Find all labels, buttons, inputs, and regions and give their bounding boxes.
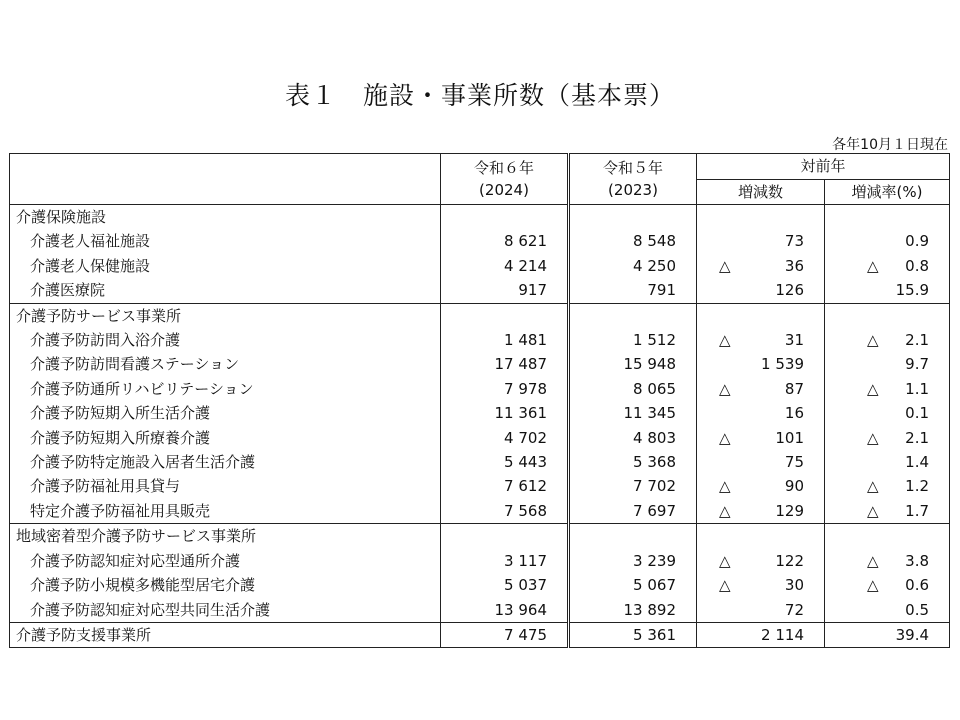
change-rate <box>825 573 950 597</box>
table-row <box>10 377 950 401</box>
change-count <box>697 426 825 450</box>
value-2023: 7 702 <box>569 474 697 498</box>
value-2024 <box>441 303 569 328</box>
value-2024: 8 621 <box>441 229 569 253</box>
change-count-value: 31 <box>784 331 804 350</box>
value-2023: 11 345 <box>569 401 697 425</box>
change-rate <box>825 229 950 253</box>
header-change-rate: 増減率(%) <box>825 179 950 205</box>
change-rate <box>825 549 950 573</box>
header-2023: 令和５年 (2023) <box>569 154 697 205</box>
value-2024: 13 964 <box>441 598 569 623</box>
change-count-value: 126 <box>775 281 804 300</box>
value-2024: 917 <box>441 278 569 303</box>
change-rate-value: 2.1 <box>905 331 930 350</box>
change-count <box>697 573 825 597</box>
value-2023: 8 548 <box>569 229 697 253</box>
change-count <box>697 254 825 278</box>
change-count-value: 2 114 <box>761 625 804 644</box>
change-rate-value: 1.4 <box>905 453 930 472</box>
table-row <box>10 426 950 450</box>
decrease-mark: △ <box>719 551 731 570</box>
value-2024: 7 475 <box>441 622 569 647</box>
row-name: 介護予防小規模多機能型居宅介護 <box>10 573 441 597</box>
group-row <box>10 622 950 647</box>
change-count <box>697 377 825 401</box>
value-2024: 11 361 <box>441 401 569 425</box>
change-rate <box>825 328 950 352</box>
table-row <box>10 254 950 278</box>
row-name: 介護予防認知症対応型共同生活介護 <box>10 598 441 623</box>
change-rate <box>825 278 950 303</box>
row-name: 地域密着型介護予防サービス事業所 <box>10 524 441 549</box>
value-2023 <box>569 205 697 230</box>
change-rate-value: 15.9 <box>895 281 930 300</box>
change-rate <box>825 598 950 623</box>
value-2023 <box>569 524 697 549</box>
change-count <box>697 524 825 549</box>
decrease-mark: △ <box>719 428 731 447</box>
change-count-value: 1 539 <box>761 355 804 374</box>
change-rate <box>825 524 950 549</box>
value-2024 <box>441 205 569 230</box>
value-2023: 3 239 <box>569 549 697 573</box>
change-rate-value: 0.1 <box>905 404 930 423</box>
change-rate <box>825 474 950 498</box>
change-rate <box>825 622 950 647</box>
table-row <box>10 229 950 253</box>
change-rate-value: 0.9 <box>905 232 930 251</box>
header-yoy: 対前年 <box>697 154 950 180</box>
change-count-value: 87 <box>784 379 804 398</box>
table-row <box>10 499 950 524</box>
header-2024: 令和６年 (2024) <box>441 154 569 205</box>
value-2024: 4 702 <box>441 426 569 450</box>
change-rate <box>825 426 950 450</box>
change-count-value: 90 <box>784 477 804 496</box>
change-count-value: 75 <box>784 453 804 472</box>
change-count <box>697 303 825 328</box>
row-name: 介護老人福祉施設 <box>10 229 441 253</box>
header-change-count: 増減数 <box>697 179 825 205</box>
row-name: 介護予防支援事業所 <box>10 622 441 647</box>
value-2024: 17 487 <box>441 352 569 376</box>
change-rate-value: 39.4 <box>895 625 930 644</box>
value-2023: 8 065 <box>569 377 697 401</box>
change-count <box>697 450 825 474</box>
table-row <box>10 352 950 376</box>
change-count <box>697 205 825 230</box>
value-2024: 1 481 <box>441 328 569 352</box>
decrease-mark: △ <box>719 331 731 350</box>
table-row <box>10 474 950 498</box>
value-2024: 7 612 <box>441 474 569 498</box>
change-rate-value: 1.2 <box>905 477 930 496</box>
table-row <box>10 401 950 425</box>
value-2023: 791 <box>569 278 697 303</box>
row-name: 介護予防訪問看護ステーション <box>10 352 441 376</box>
decrease-mark: △ <box>867 477 879 496</box>
value-2023: 1 512 <box>569 328 697 352</box>
table-row <box>10 328 950 352</box>
value-2023: 5 368 <box>569 450 697 474</box>
decrease-mark: △ <box>719 477 731 496</box>
change-rate <box>825 205 950 230</box>
change-count <box>697 549 825 573</box>
value-2024: 5 037 <box>441 573 569 597</box>
row-name: 特定介護予防福祉用具販売 <box>10 499 441 524</box>
value-2024: 7 568 <box>441 499 569 524</box>
value-2023: 13 892 <box>569 598 697 623</box>
change-count-value: 101 <box>775 428 804 447</box>
change-count-value: 30 <box>784 576 804 595</box>
change-rate <box>825 401 950 425</box>
row-name: 介護予防短期入所生活介護 <box>10 401 441 425</box>
change-count <box>697 622 825 647</box>
change-count <box>697 278 825 303</box>
change-rate-value: 1.7 <box>905 501 930 520</box>
change-count-value: 122 <box>775 551 804 570</box>
change-count <box>697 352 825 376</box>
change-count-value: 129 <box>775 501 804 520</box>
change-rate <box>825 499 950 524</box>
group-row <box>10 524 950 549</box>
row-name: 介護予防訪問入浴介護 <box>10 328 441 352</box>
change-rate <box>825 377 950 401</box>
group-row <box>10 205 950 230</box>
decrease-mark: △ <box>719 576 731 595</box>
value-2024: 5 443 <box>441 450 569 474</box>
change-count <box>697 598 825 623</box>
change-count <box>697 328 825 352</box>
row-name: 介護予防福祉用具貸与 <box>10 474 441 498</box>
change-count <box>697 229 825 253</box>
value-2023: 5 361 <box>569 622 697 647</box>
decrease-mark: △ <box>719 501 731 520</box>
decrease-mark: △ <box>867 256 879 275</box>
row-name: 介護保険施設 <box>10 205 441 230</box>
value-2023: 15 948 <box>569 352 697 376</box>
date-note: 各年10月１日現在 <box>832 137 948 153</box>
change-rate-value: 9.7 <box>905 355 930 374</box>
change-count-value: 72 <box>784 600 804 619</box>
change-rate-value: 0.6 <box>905 576 930 595</box>
decrease-mark: △ <box>867 331 879 350</box>
change-count <box>697 401 825 425</box>
row-name: 介護予防特定施設入居者生活介護 <box>10 450 441 474</box>
group-row <box>10 303 950 328</box>
decrease-mark: △ <box>867 501 879 520</box>
table-row <box>10 598 950 623</box>
facility-count-table <box>9 153 950 648</box>
row-name: 介護予防短期入所療養介護 <box>10 426 441 450</box>
value-2023: 7 697 <box>569 499 697 524</box>
table-row <box>10 450 950 474</box>
row-name: 介護予防サービス事業所 <box>10 303 441 328</box>
page-title: 表１ 施設・事業所数（基本票） <box>284 81 675 110</box>
change-rate <box>825 303 950 328</box>
value-2024: 3 117 <box>441 549 569 573</box>
row-name: 介護予防通所リハビリテーション <box>10 377 441 401</box>
change-rate-value: 0.5 <box>905 600 930 619</box>
change-rate-value: 0.8 <box>905 256 930 275</box>
change-rate <box>825 352 950 376</box>
change-count <box>697 474 825 498</box>
value-2023: 4 250 <box>569 254 697 278</box>
value-2024: 7 978 <box>441 377 569 401</box>
change-count-value: 16 <box>784 404 804 423</box>
value-2024 <box>441 524 569 549</box>
decrease-mark: △ <box>719 379 731 398</box>
decrease-mark: △ <box>867 576 879 595</box>
change-count <box>697 499 825 524</box>
table-row <box>10 573 950 597</box>
change-rate <box>825 450 950 474</box>
table-row <box>10 278 950 303</box>
value-2023: 5 067 <box>569 573 697 597</box>
row-name: 介護老人保健施設 <box>10 254 441 278</box>
header-blank <box>10 154 441 205</box>
value-2024: 4 214 <box>441 254 569 278</box>
change-rate-value: 3.8 <box>905 551 930 570</box>
row-name: 介護予防認知症対応型通所介護 <box>10 549 441 573</box>
change-rate <box>825 254 950 278</box>
decrease-mark: △ <box>867 428 879 447</box>
decrease-mark: △ <box>719 256 731 275</box>
row-name: 介護医療院 <box>10 278 441 303</box>
value-2023 <box>569 303 697 328</box>
change-count-value: 73 <box>784 232 804 251</box>
change-rate-value: 1.1 <box>905 379 930 398</box>
value-2023: 4 803 <box>569 426 697 450</box>
decrease-mark: △ <box>867 379 879 398</box>
change-count-value: 36 <box>784 256 804 275</box>
table-row <box>10 549 950 573</box>
change-rate-value: 2.1 <box>905 428 930 447</box>
decrease-mark: △ <box>867 551 879 570</box>
